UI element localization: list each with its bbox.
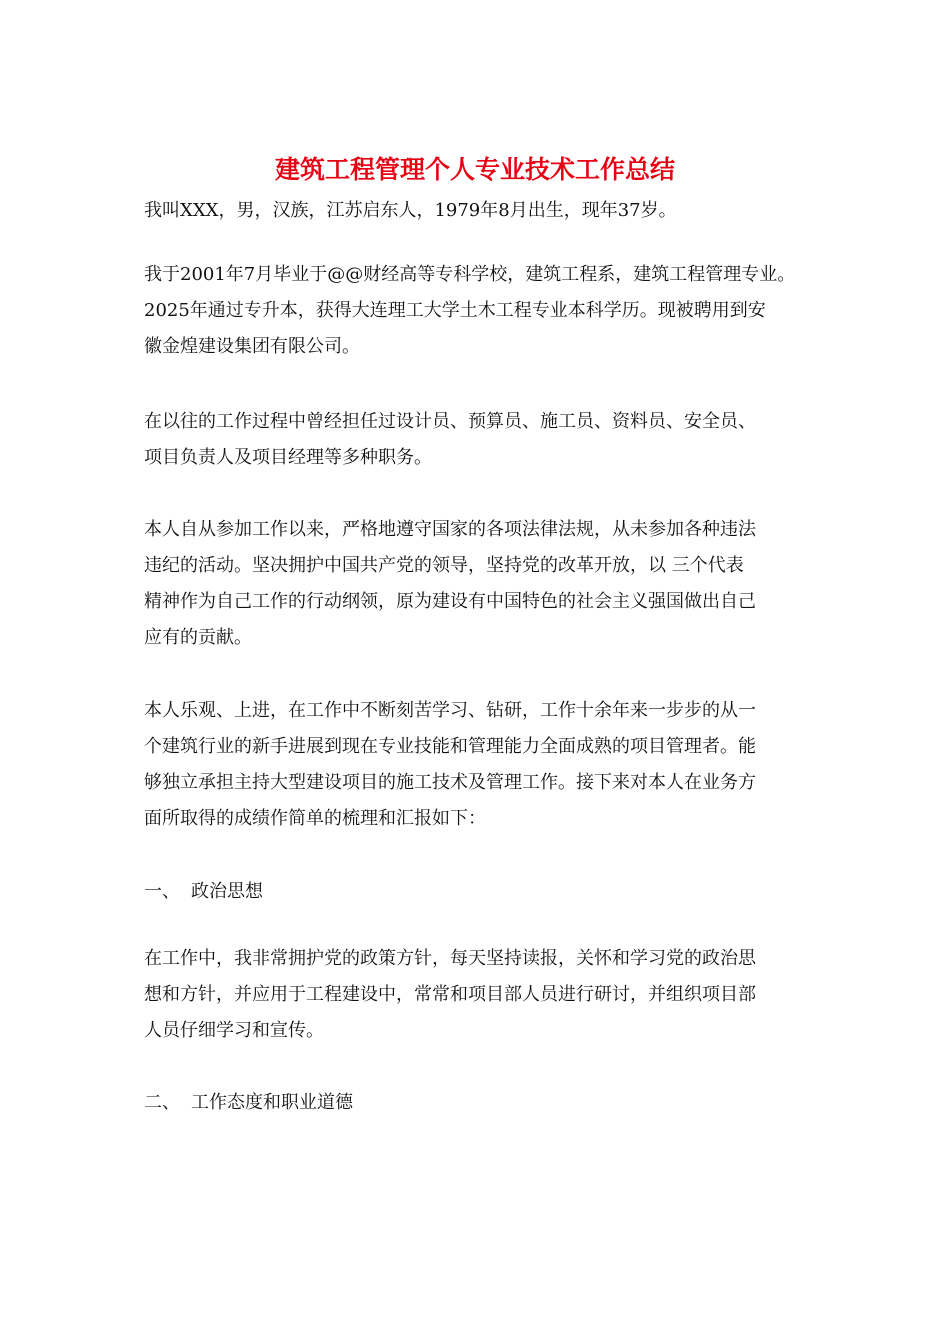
paragraph-personal-info bbox=[144, 193, 824, 229]
paragraph-line: 面所取得的成绩作简单的梳理和汇报如下： bbox=[144, 808, 486, 829]
paragraph-line: 在以往的工作过程中曾经担任过设计员、预算员、施工员、资料员、安全员、 bbox=[144, 411, 756, 432]
paragraph-positions bbox=[144, 404, 824, 476]
paragraph-politics bbox=[144, 941, 824, 1049]
paragraph-line: 够独立承担主持大型建设项目的施工技术及管理工作。接下来对本人在业务方 bbox=[144, 772, 756, 793]
section-number: 一、 bbox=[144, 881, 180, 902]
section-heading-ethics bbox=[144, 1085, 824, 1121]
section-heading-politics bbox=[144, 874, 824, 910]
paragraph-line: 想和方针，并应用于工程建设中，常常和项目部人员进行研讨，并组织项目部 bbox=[144, 984, 756, 1005]
section-number: 二、 bbox=[144, 1092, 180, 1113]
paragraph-line: 2025年通过专升本，获得大连理工大学土木工程专业本科学历。现被聘用到安 bbox=[144, 300, 766, 321]
paragraph-line: 精神作为自己工作的行动纲领，原为建设有中国特色的社会主义强国做出自己 bbox=[144, 591, 756, 612]
paragraph-line: 人员仔细学习和宣传。 bbox=[144, 1020, 324, 1041]
paragraph-line: 在工作中，我非常拥护党的政策方针，每天坚持读报，关怀和学习党的政治思 bbox=[144, 948, 756, 969]
paragraph-line: 本人乐观、上进，在工作中不断刻苦学习、钻研，工作十余年来一步步的从一 bbox=[144, 700, 756, 721]
paragraph-line: 本人自从参加工作以来，严格地遵守国家的各项法律法规，从未参加各种违法 bbox=[144, 519, 756, 540]
paragraph-conduct bbox=[144, 512, 824, 656]
paragraph-line: 个建筑行业的新手进展到现在专业技能和管理能力全面成熟的项目管理者。能 bbox=[144, 736, 756, 757]
paragraph-line: 我于2001年7月毕业于@@财经高等专科学校，建筑工程系，建筑工程管理专业。 bbox=[144, 264, 796, 285]
paragraph-line: 项目负责人及项目经理等多种职务。 bbox=[144, 447, 432, 468]
paragraph-line: 违纪的活动。坚决拥护中国共产党的领导，坚持党的改革开放，以 三个代表 bbox=[144, 555, 744, 576]
paragraph-career bbox=[144, 693, 824, 837]
paragraph-line: 我叫XXX，男，汉族，江苏启东人，1979年8月出生，现年37岁。 bbox=[144, 200, 677, 221]
document-title: 建筑工程管理个人专业技术工作总结 bbox=[274, 155, 675, 184]
section-heading-text: 工作态度和职业道德 bbox=[191, 1092, 353, 1113]
paragraph-education bbox=[144, 257, 824, 365]
paragraph-line: 应有的贡献。 bbox=[144, 627, 252, 648]
paragraph-line: 徽金煌建设集团有限公司。 bbox=[144, 336, 360, 357]
section-heading-text: 政治思想 bbox=[191, 881, 263, 902]
